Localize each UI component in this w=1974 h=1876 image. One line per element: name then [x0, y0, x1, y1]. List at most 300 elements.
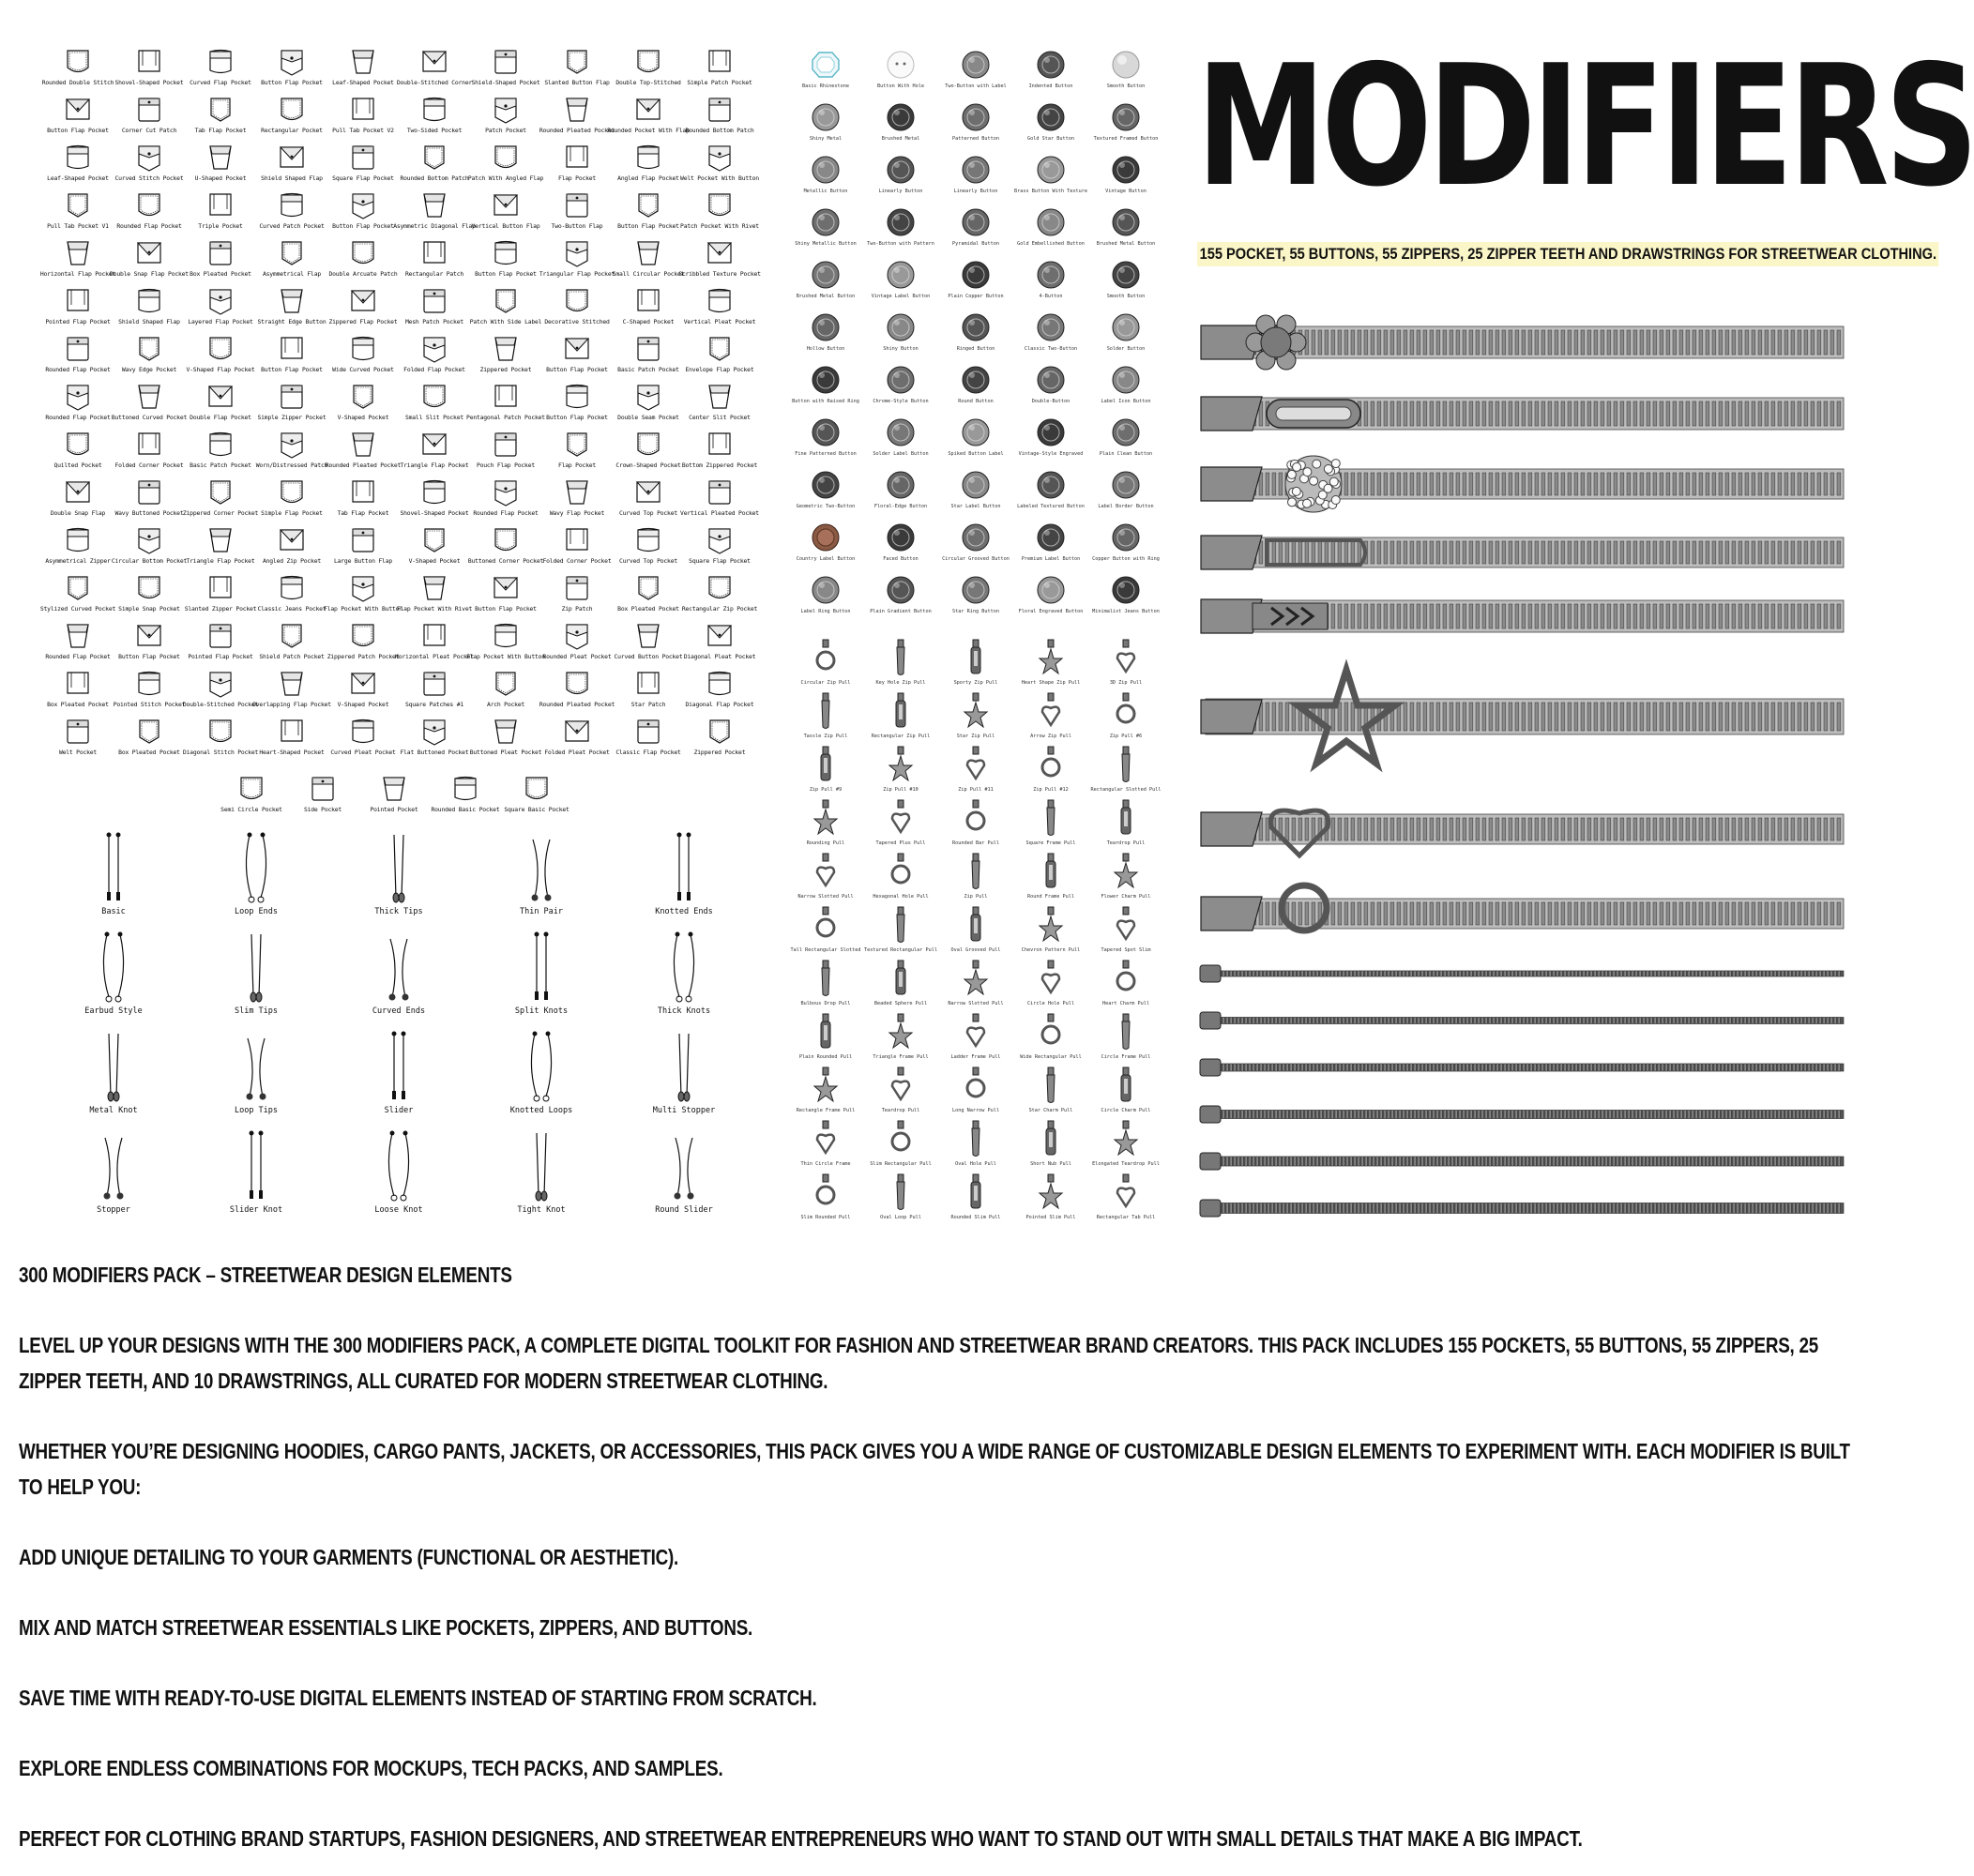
pocket-label: Horizontal Flap Pocket — [39, 270, 116, 278]
pocket-icon — [706, 190, 734, 220]
pocket-label: Horizontal Pleat Pocket — [395, 653, 474, 660]
pocket-label: Large Button Flap — [333, 557, 392, 565]
zip-pull-label: Circular Zip Pull — [800, 680, 851, 686]
pocket-icon — [492, 477, 520, 507]
pocket-icon — [349, 669, 377, 699]
pocket-item — [42, 525, 114, 573]
zip-pull-label: Oval Hole Pull — [955, 1161, 996, 1167]
pocket-label: Diagonal Pleat Pocket — [683, 653, 756, 660]
zipper-heart-pull — [1196, 790, 1853, 870]
pocket-label: Button Flap Pocket — [546, 414, 608, 421]
button-label: Ringed Button — [956, 346, 995, 352]
pocket-icon — [563, 382, 591, 412]
pocket-icon — [64, 621, 92, 651]
button-icon — [810, 364, 842, 396]
pocket-label: Circular Bottom Pocket — [111, 557, 188, 565]
pocket-icon — [563, 238, 591, 268]
pocket-label: Rectangular Zip Pocket — [681, 605, 758, 613]
pocket-item — [42, 621, 114, 669]
drawstring-item — [470, 1128, 613, 1228]
pocket-item — [42, 669, 114, 717]
zip-pull-label: Rectangular Tab Pull — [1096, 1215, 1156, 1220]
pocket-label: Button Flap Pocket — [475, 270, 537, 278]
zip-pull-item — [938, 638, 1013, 691]
drawstring-icon — [233, 1029, 280, 1104]
zip-pull-icon — [812, 959, 839, 998]
pocket-item — [256, 717, 327, 764]
button-item — [788, 206, 863, 259]
pocket-item — [607, 95, 690, 143]
zip-pull-icon — [1038, 852, 1064, 891]
pocket-icon — [135, 573, 163, 603]
button-item — [1088, 522, 1163, 574]
drawstring-icon — [375, 930, 422, 1005]
pocket-icon — [206, 143, 235, 173]
zipper-star-pull — [1196, 651, 1853, 790]
zipper-chain-2 — [1196, 1002, 1853, 1049]
pocket-label: Button Flap Pocket — [261, 79, 323, 86]
pocket-icon — [634, 430, 662, 460]
pocket-icon — [492, 47, 520, 77]
pocket-icon — [706, 477, 734, 507]
button-label: Brushed Metal Button — [796, 294, 856, 299]
button-item — [863, 206, 938, 259]
pocket-icon — [278, 95, 306, 125]
pocket-label: Wavy Buttoned Pocket — [114, 509, 184, 517]
pocket-item — [256, 621, 327, 669]
zip-pull-icon — [1113, 638, 1139, 677]
button-item — [788, 522, 863, 574]
description-bullet-3: SAVE TIME WITH READY-TO-USE DIGITAL ELEMENTS INSTEAD OF STARTING FROM SCRATCH. — [19, 1686, 817, 1710]
pocket-icon — [706, 238, 734, 268]
drawstring-item — [327, 1029, 470, 1128]
zip-pull-icon — [888, 691, 914, 731]
pocket-item — [541, 95, 613, 143]
button-icon — [1035, 574, 1067, 606]
pocket-icon — [420, 477, 448, 507]
pocket-item — [256, 430, 327, 477]
pocket-icon — [451, 774, 479, 804]
pocket-item — [470, 717, 541, 764]
pocket-label: Diagonal Stitch Pocket — [182, 749, 259, 756]
pocket-item — [185, 47, 256, 95]
pocket-label: Heart-Shaped Pocket — [259, 749, 325, 756]
zip-pull-label: Zip Pull #9 — [809, 787, 843, 793]
pocket-icon — [349, 430, 377, 460]
pocket-label: Square Patches #1 — [404, 701, 463, 708]
pocket-item — [39, 573, 116, 621]
zipper-chain-4 — [1196, 1096, 1853, 1142]
pocket-label: Triangle Flap Pocket — [186, 557, 255, 565]
pocket-icon — [634, 334, 662, 364]
pocket-icon — [349, 717, 377, 747]
button-label: Smooth Button — [1106, 294, 1146, 299]
pocket-icon — [135, 621, 163, 651]
pocket-label: Pointed Stitch Pocket — [113, 701, 186, 708]
zipper-chain-1 — [1196, 955, 1853, 1002]
drawstring-item — [42, 1128, 185, 1228]
pocket-icon — [706, 143, 734, 173]
pocket-label: Tab Flap Pocket — [337, 509, 389, 517]
pocket-item — [684, 525, 755, 573]
pocket-icon — [492, 286, 520, 316]
zip-pull-label: Narrow Slotted Pull — [948, 1001, 1004, 1006]
pocket-label: Shield Patch Pocket — [259, 653, 325, 660]
zip-pull-label: Rounded Slim Pull — [950, 1215, 1001, 1220]
zipper-chain-icon — [1196, 1002, 1853, 1045]
buttons-grid — [788, 49, 1163, 630]
pocket-item — [613, 382, 684, 430]
button-label: Basic Rhinestone — [802, 83, 849, 89]
pocket-icon — [349, 477, 377, 507]
zip-pull-label: Slim Rounded Pull — [800, 1215, 851, 1220]
pocket-icon — [206, 382, 235, 412]
pocket-icon — [206, 525, 235, 555]
pocket-icon — [135, 95, 163, 125]
pocket-label: Curved Patch Pocket — [259, 222, 325, 230]
pocket-item — [325, 430, 402, 477]
pocket-icon — [206, 238, 235, 268]
pocket-item — [42, 382, 114, 430]
drawstring-label: Tight Knot — [517, 1205, 566, 1215]
pocket-icon — [706, 47, 734, 77]
pocket-icon — [420, 382, 448, 412]
pocket-icon — [492, 143, 520, 173]
drawstring-item — [185, 1029, 327, 1128]
button-label: Linearly Button — [953, 189, 998, 194]
pocket-label: Layered Flap Pocket — [188, 318, 253, 325]
pocket-label: Patch Pocket With Rivet — [680, 222, 759, 230]
zip-pull-label: Tall Rectangular Slotted — [790, 947, 861, 953]
description-outro: PERFECT FOR CLOTHING BRAND STARTUPS, FASHION DESIGNERS, AND STREETWEAR ENTREPRENEURS WHO WANT TO STAND OUT WITH SMALL DETAILS THAT MAKE A BIG IMPACT. — [19, 1826, 1583, 1851]
zip-pull-item — [863, 638, 938, 691]
button-label: Label Icon Button — [1101, 399, 1151, 404]
pocket-label: Decorative Stitched — [544, 318, 610, 325]
pocket-label: Vertical Pleated Pocket — [680, 509, 759, 517]
pocket-label: Rounded Pleated Pocket — [325, 461, 402, 469]
pocket-label: Box Pleated Pocket — [190, 270, 251, 278]
zip-pull-item — [788, 798, 863, 852]
pocket-icon — [278, 573, 306, 603]
button-label: Chrome-Style Button — [873, 399, 929, 404]
pocket-item — [541, 382, 613, 430]
pocket-item — [470, 477, 541, 525]
button-icon — [1035, 364, 1067, 396]
pocket-icon — [706, 382, 734, 412]
zip-pull-item — [1088, 798, 1163, 852]
button-icon — [810, 311, 842, 343]
pocket-icon — [135, 525, 163, 555]
button-label: Patterned Button — [952, 136, 999, 142]
zip-pull-icon — [812, 1172, 839, 1212]
pocket-label: Rounded Pleated Pocket — [539, 127, 615, 134]
pocket-label: V-Shaped Pocket — [408, 557, 461, 565]
button-item — [1088, 416, 1163, 469]
button-icon — [885, 469, 917, 501]
drawstring-icon — [375, 1128, 422, 1203]
pocket-label: Square Flap Pocket — [689, 557, 751, 565]
zip-pull-item — [938, 1012, 1013, 1066]
pocket-icon — [634, 95, 662, 125]
pocket-icon — [492, 95, 520, 125]
zip-pull-label: Sporty Zip Pull — [953, 680, 998, 686]
zip-pull-label: Hexagonal Hole Pull — [873, 894, 929, 900]
pocket-icon — [420, 669, 448, 699]
drawstring-icon — [233, 1128, 280, 1203]
pocket-icon — [563, 190, 591, 220]
pocket-item — [327, 669, 399, 717]
zip-pull-label: Rectangle Frame Pull — [796, 1108, 856, 1113]
zip-pull-item — [1013, 691, 1088, 745]
pocket-item — [327, 621, 399, 669]
pocket-item — [358, 774, 430, 821]
pocket-item — [399, 717, 470, 764]
pocket-label: Button Flap Pocket — [332, 222, 394, 230]
pocket-icon — [492, 621, 520, 651]
pocket-label: Two-Sided Pocket — [406, 127, 463, 134]
pocket-item — [393, 190, 476, 238]
zipper-ring-pull — [1196, 870, 1853, 955]
pocket-item — [327, 525, 399, 573]
zip-pull-label: Thin Circle Frame — [800, 1161, 851, 1167]
zip-pull-icon — [888, 852, 914, 891]
pocket-icon — [64, 717, 92, 747]
pocket-label: Asymmetric Diagonal Flap — [393, 222, 476, 230]
drawstring-label: Basic — [101, 907, 126, 916]
zip-pull-icon — [1038, 1012, 1064, 1051]
pocket-label: Leaf-Shaped Pocket — [332, 79, 394, 86]
button-label: Gold Embellished Button — [1017, 241, 1085, 247]
pocket-item — [399, 286, 470, 334]
pocket-item — [466, 621, 545, 669]
button-icon — [885, 364, 917, 396]
drawstring-item — [613, 830, 755, 930]
pocket-icon — [206, 573, 235, 603]
pocket-label: Pull Tab Pocket V1 — [47, 222, 109, 230]
pocket-label: Button Flap Pocket — [118, 653, 180, 660]
pocket-item — [185, 286, 256, 334]
zip-pull-item — [788, 852, 863, 905]
zip-pull-icon — [963, 905, 989, 945]
button-item — [1088, 206, 1163, 259]
pocket-label: Angled Zip Pocket — [262, 557, 321, 565]
pocket-icon — [64, 430, 92, 460]
pocket-label: Curved Top Pocket — [618, 557, 677, 565]
zip-pull-item — [1013, 745, 1088, 798]
button-icon — [885, 49, 917, 81]
pocket-icon — [64, 525, 92, 555]
zip-pull-icon — [963, 1066, 989, 1105]
pocket-label: Double-Stitched Corner — [396, 79, 473, 86]
pocket-label: Triple Pocket — [198, 222, 243, 230]
pocket-item — [114, 190, 185, 238]
pocket-item — [110, 238, 189, 286]
pocket-icon — [420, 525, 448, 555]
pocket-icon — [206, 286, 235, 316]
pocket-label: Simple Flap Pocket — [261, 509, 323, 517]
button-item — [788, 574, 863, 627]
zip-pull-item — [788, 905, 863, 959]
button-item — [1013, 101, 1088, 154]
zip-pull-item — [938, 905, 1013, 959]
pocket-icon — [563, 525, 591, 555]
drawstring-label: Loose Knot — [374, 1205, 423, 1215]
pocket-item — [613, 525, 684, 573]
zip-pull-item — [938, 1066, 1013, 1119]
pocket-item — [287, 774, 358, 821]
pocket-icon — [135, 382, 163, 412]
zip-pull-icon — [888, 1119, 914, 1158]
zip-pull-icon — [1113, 691, 1139, 731]
pocket-icon — [206, 334, 235, 364]
zip-pull-icon — [963, 1119, 989, 1158]
zip-pull-label: Tapered Spot Slim — [1101, 947, 1151, 953]
pocket-item — [541, 621, 613, 669]
button-item — [938, 206, 1013, 259]
pocket-item — [256, 143, 327, 190]
pocket-icon — [349, 143, 377, 173]
button-item — [788, 416, 863, 469]
zip-pull-item — [1088, 638, 1163, 691]
subtitle: 155 POCKET, 55 BUTTONS, 55 ZIPPERS, 25 ZIPPER TEETH AND DRAWSTRINGS FOR STREETWEAR CLOTHING. — [1197, 242, 1939, 266]
pocket-icon — [206, 621, 235, 651]
zip-pull-icon — [888, 959, 914, 998]
button-item — [1013, 522, 1088, 574]
button-icon — [1035, 522, 1067, 553]
pocket-item — [42, 334, 114, 382]
button-label: Smooth Button — [1106, 83, 1146, 89]
pocket-label: Vertical Pleat Pocket — [683, 318, 756, 325]
pocket-item — [613, 286, 684, 334]
pocket-icon — [492, 525, 520, 555]
pocket-item — [684, 47, 755, 95]
button-item — [788, 101, 863, 154]
button-icon — [810, 49, 842, 81]
pocket-label: Double Snap Flap — [50, 509, 106, 517]
button-label: Plain Gradient Button — [870, 609, 932, 614]
pocket-label: Two-Button Flap — [551, 222, 603, 230]
pocket-item — [684, 382, 755, 430]
zip-pull-label: Rectangular Slotted Pull — [1090, 787, 1162, 793]
button-icon — [960, 101, 992, 133]
button-icon — [960, 259, 992, 291]
pocket-icon — [349, 573, 377, 603]
zip-pull-icon — [812, 691, 839, 731]
pocket-icon — [563, 573, 591, 603]
drawstring-item — [327, 1128, 470, 1228]
drawstring-icon — [375, 830, 422, 905]
zip-pull-item — [1088, 1172, 1163, 1226]
zip-pull-icon — [888, 1066, 914, 1105]
zip-pull-label: Zip Pull #11 — [958, 787, 994, 793]
button-item — [863, 49, 938, 101]
zip-pull-label: Square Frame Pull — [1025, 840, 1076, 846]
pocket-label: Zippered Flap Pocket — [328, 318, 398, 325]
pocket-icon — [634, 286, 662, 316]
zip-pull-label: Slim Rectangular Pull — [870, 1161, 932, 1167]
pocket-icon — [135, 190, 163, 220]
zip-pull-icon — [1038, 1066, 1064, 1105]
pocket-label: Zip Patch — [561, 605, 593, 613]
pocket-icon — [420, 143, 448, 173]
pocket-item — [681, 430, 758, 477]
drawstring-label: Slider Knot — [229, 1205, 283, 1215]
zip-pull-label: Teardrop Pull — [881, 1108, 920, 1113]
zip-pull-label: Plain Rounded Pull — [798, 1054, 853, 1060]
pocket-item — [466, 382, 545, 430]
pocket-item — [327, 190, 399, 238]
pocket-icon — [206, 190, 235, 220]
button-label: Solder Button — [1106, 346, 1146, 352]
button-item — [863, 469, 938, 522]
button-icon — [960, 154, 992, 186]
button-item — [1013, 154, 1088, 206]
pocket-label: Curved Button Pocket — [614, 653, 683, 660]
pocket-label: Simple Snap Pocket — [118, 605, 180, 613]
pocket-label: Patch With Angled Flap — [467, 174, 544, 182]
button-label: Indented Button — [1028, 83, 1073, 89]
pocket-item — [467, 143, 544, 190]
pocket-label: Double Flap Pocket — [190, 414, 251, 421]
drawstring-label: Slim Tips — [234, 1006, 279, 1016]
zip-pull-icon — [812, 852, 839, 891]
button-label: Double-Button — [1031, 399, 1071, 404]
pocket-label: Folded Corner Pocket — [114, 461, 184, 469]
pocket-item — [541, 573, 613, 621]
pocket-icon — [64, 382, 92, 412]
pocket-label: Button Flap Pocket — [261, 366, 323, 373]
button-label: Country Label Button — [796, 556, 856, 562]
pocket-item — [42, 190, 114, 238]
pocket-label: Welt Pocket With Button — [680, 174, 759, 182]
pocket-item — [470, 47, 541, 95]
pocket-item — [42, 47, 114, 95]
zip-pull-item — [788, 1066, 863, 1119]
zip-pull-label: Star Charm Pull — [1028, 1108, 1073, 1113]
zip-pull-item — [938, 1172, 1013, 1226]
pocket-label: Slanted Zipper Pocket — [184, 605, 257, 613]
button-label: Labeled Textured Button — [1017, 504, 1085, 509]
zip-pull-item — [938, 691, 1013, 745]
drawstring-label: Knotted Loops — [509, 1106, 573, 1115]
zip-pull-item — [1088, 691, 1163, 745]
pocket-label: Square Basic Pocket — [504, 806, 569, 813]
zipper-chain-icon — [1196, 1142, 1853, 1186]
pocket-label: Rectangular Patch — [404, 270, 463, 278]
zip-pull-icon — [812, 1012, 839, 1051]
button-icon — [885, 101, 917, 133]
button-icon — [810, 522, 842, 553]
drawstring-icon — [90, 930, 137, 1005]
button-label: Floral-Edge Button — [873, 504, 928, 509]
button-icon — [810, 259, 842, 291]
zipper-chain-3 — [1196, 1049, 1853, 1096]
pocket-icon — [420, 621, 448, 651]
pocket-icon — [278, 717, 306, 747]
pocket-label: Angled Flap Pocket — [617, 174, 679, 182]
pocket-label: Box Pleated Pocket — [617, 605, 679, 613]
zip-pull-item — [938, 959, 1013, 1012]
button-label: Textured Framed Button — [1093, 136, 1159, 142]
button-item — [788, 364, 863, 416]
pocket-label: Shield-Shaped Pocket — [471, 79, 540, 86]
button-label: Shiny Button — [883, 346, 919, 352]
button-icon — [1035, 311, 1067, 343]
pocket-icon — [492, 382, 520, 412]
pocket-icon — [278, 238, 306, 268]
pocket-item — [396, 47, 473, 95]
pocket-icon — [64, 573, 92, 603]
